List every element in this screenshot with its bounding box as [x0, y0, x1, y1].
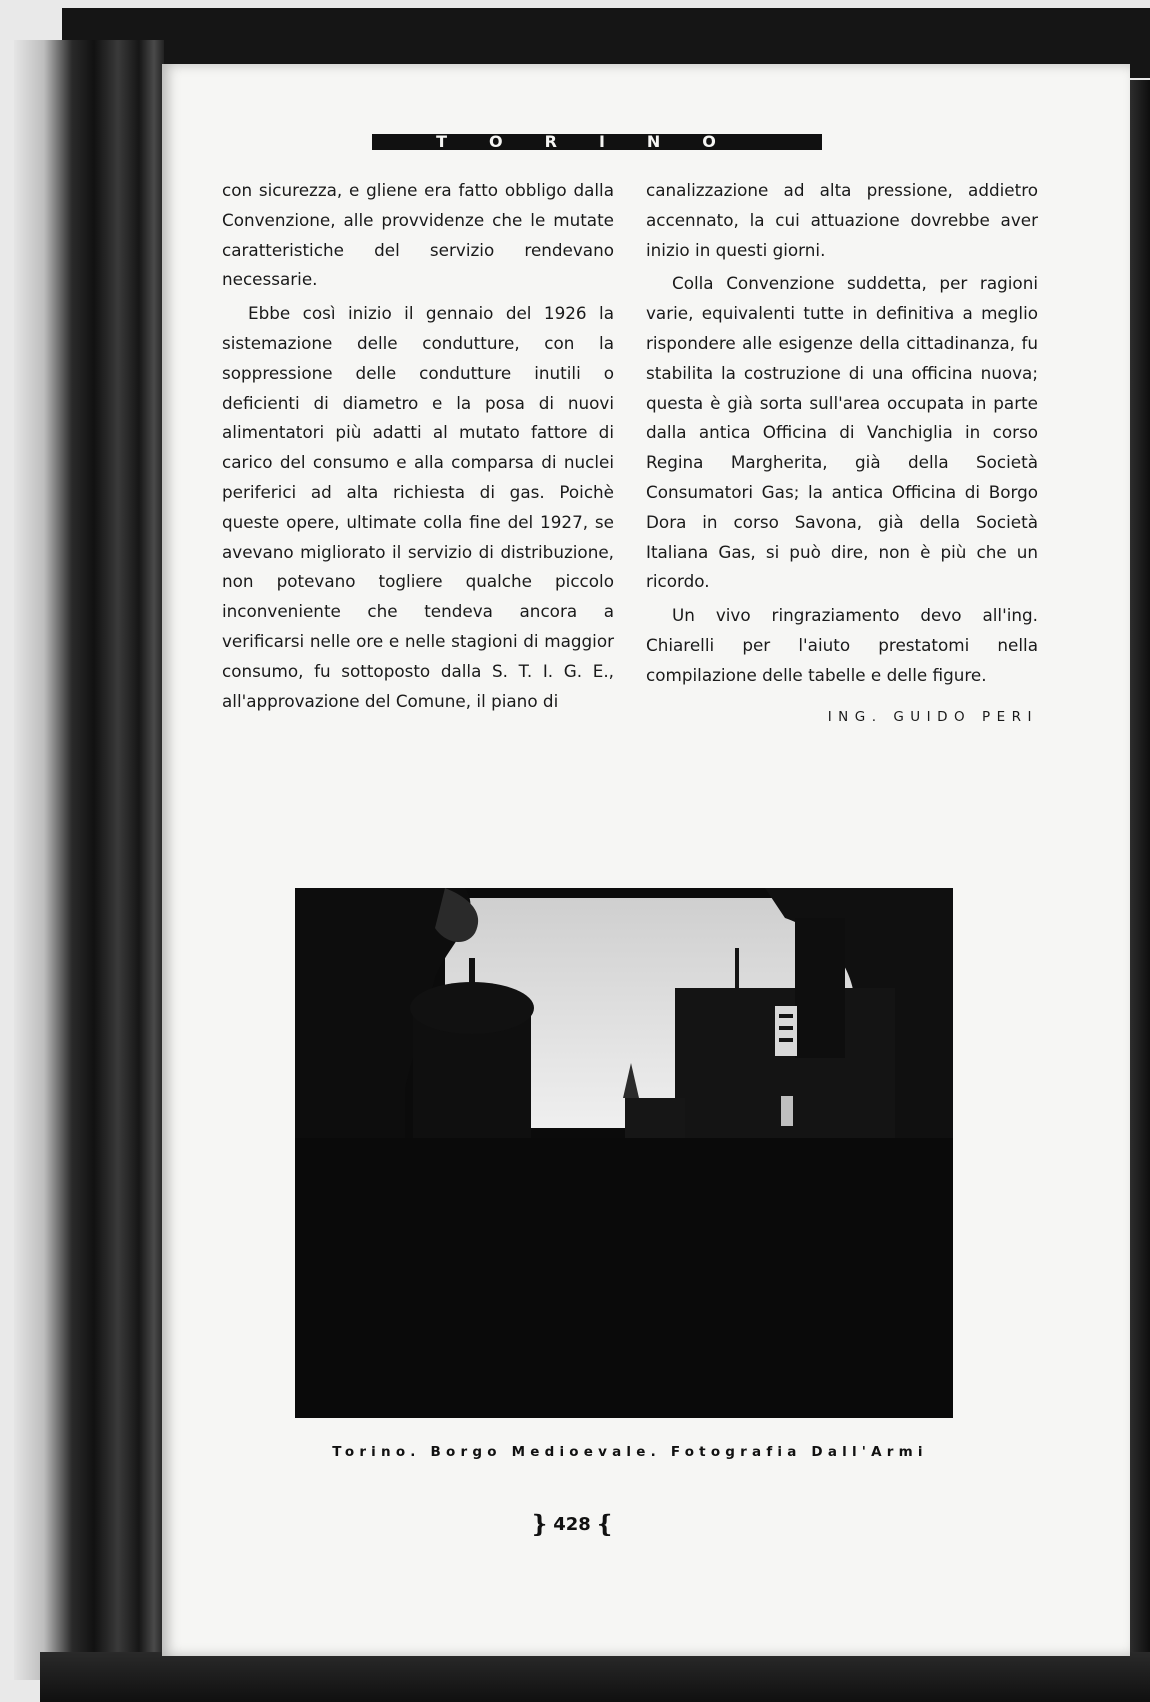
- photograph: [295, 888, 953, 1418]
- paragraph: Ebbe così inizio il gennaio del 1926 la sistemazione delle condutture, con la soppressione delle condutture inutili o deficienti di diametro e la posa di nuovi alimentatori più adatti al mutato fattore di carico del consumo e alla comparsa di nuclei periferici ad alta richiesta di gas. Poichè queste opere, ultimate colla fine del 1927, se avevano migliorato il servizio di distribuzione, non potevano togliere qualche piccolo inconveniente che tendeva ancora a verificarsi nelle ore e nelle stagioni di maggior consumo, fu sottoposto dalla S. T. I. G. E., all'approvazione del Comune, il piano di: [222, 303, 614, 711]
- paragraph: Un vivo ringraziamento devo all'ing. Chiarelli per l'aiuto prestatomi nella compilazione delle tabelle e delle figure.: [646, 605, 1038, 685]
- photo-caption: Torino. Borgo Medioevale. Fotografia Dall'Armi: [332, 1444, 928, 1460]
- left-ornament-icon: ❵: [529, 1510, 550, 1538]
- text-column-right: [646, 176, 1038, 732]
- scan-shadow-bottom: [40, 1652, 1150, 1702]
- page-number: [492, 1510, 652, 1538]
- scan-shadow-left: [14, 40, 164, 1680]
- author-signature: ING. GUIDO PERI: [827, 708, 1038, 725]
- paragraph: canalizzazione ad alta pressione, addietro accennato, la cui attuazione dovrebbe aver inizio in questi giorni.: [646, 180, 1038, 260]
- right-ornament-icon: ❴: [594, 1510, 615, 1538]
- photograph-image: [295, 888, 953, 1418]
- paragraph: con sicurezza, e gliene era fatto obbligo dalla Convenzione, alle provvidenze che le mutate caratteristiche del servizio rendevano necessarie.: [222, 180, 614, 290]
- page-number-value: 428: [553, 1514, 591, 1535]
- text-column-left: [222, 176, 614, 716]
- running-header: [372, 134, 822, 150]
- document-page: [162, 64, 1130, 1656]
- running-header-title: TORINO: [436, 132, 758, 151]
- paragraph: Colla Convenzione suddetta, per ragioni varie, equivalenti tutte in definitiva a meglio rispondere alle esigenze della cittadinanza, fu stabilita la costruzione di una officina nuova; questa è già sorta sull'area occupata in parte dalla antica Officina di Vanchiglia in corso Regina Margherita, già della Società Consumatori Gas; la antica Officina di Borgo Dora in corso Savona, già della Società Italiana Gas, si può dire, non è più che un ricordo.: [646, 273, 1038, 592]
